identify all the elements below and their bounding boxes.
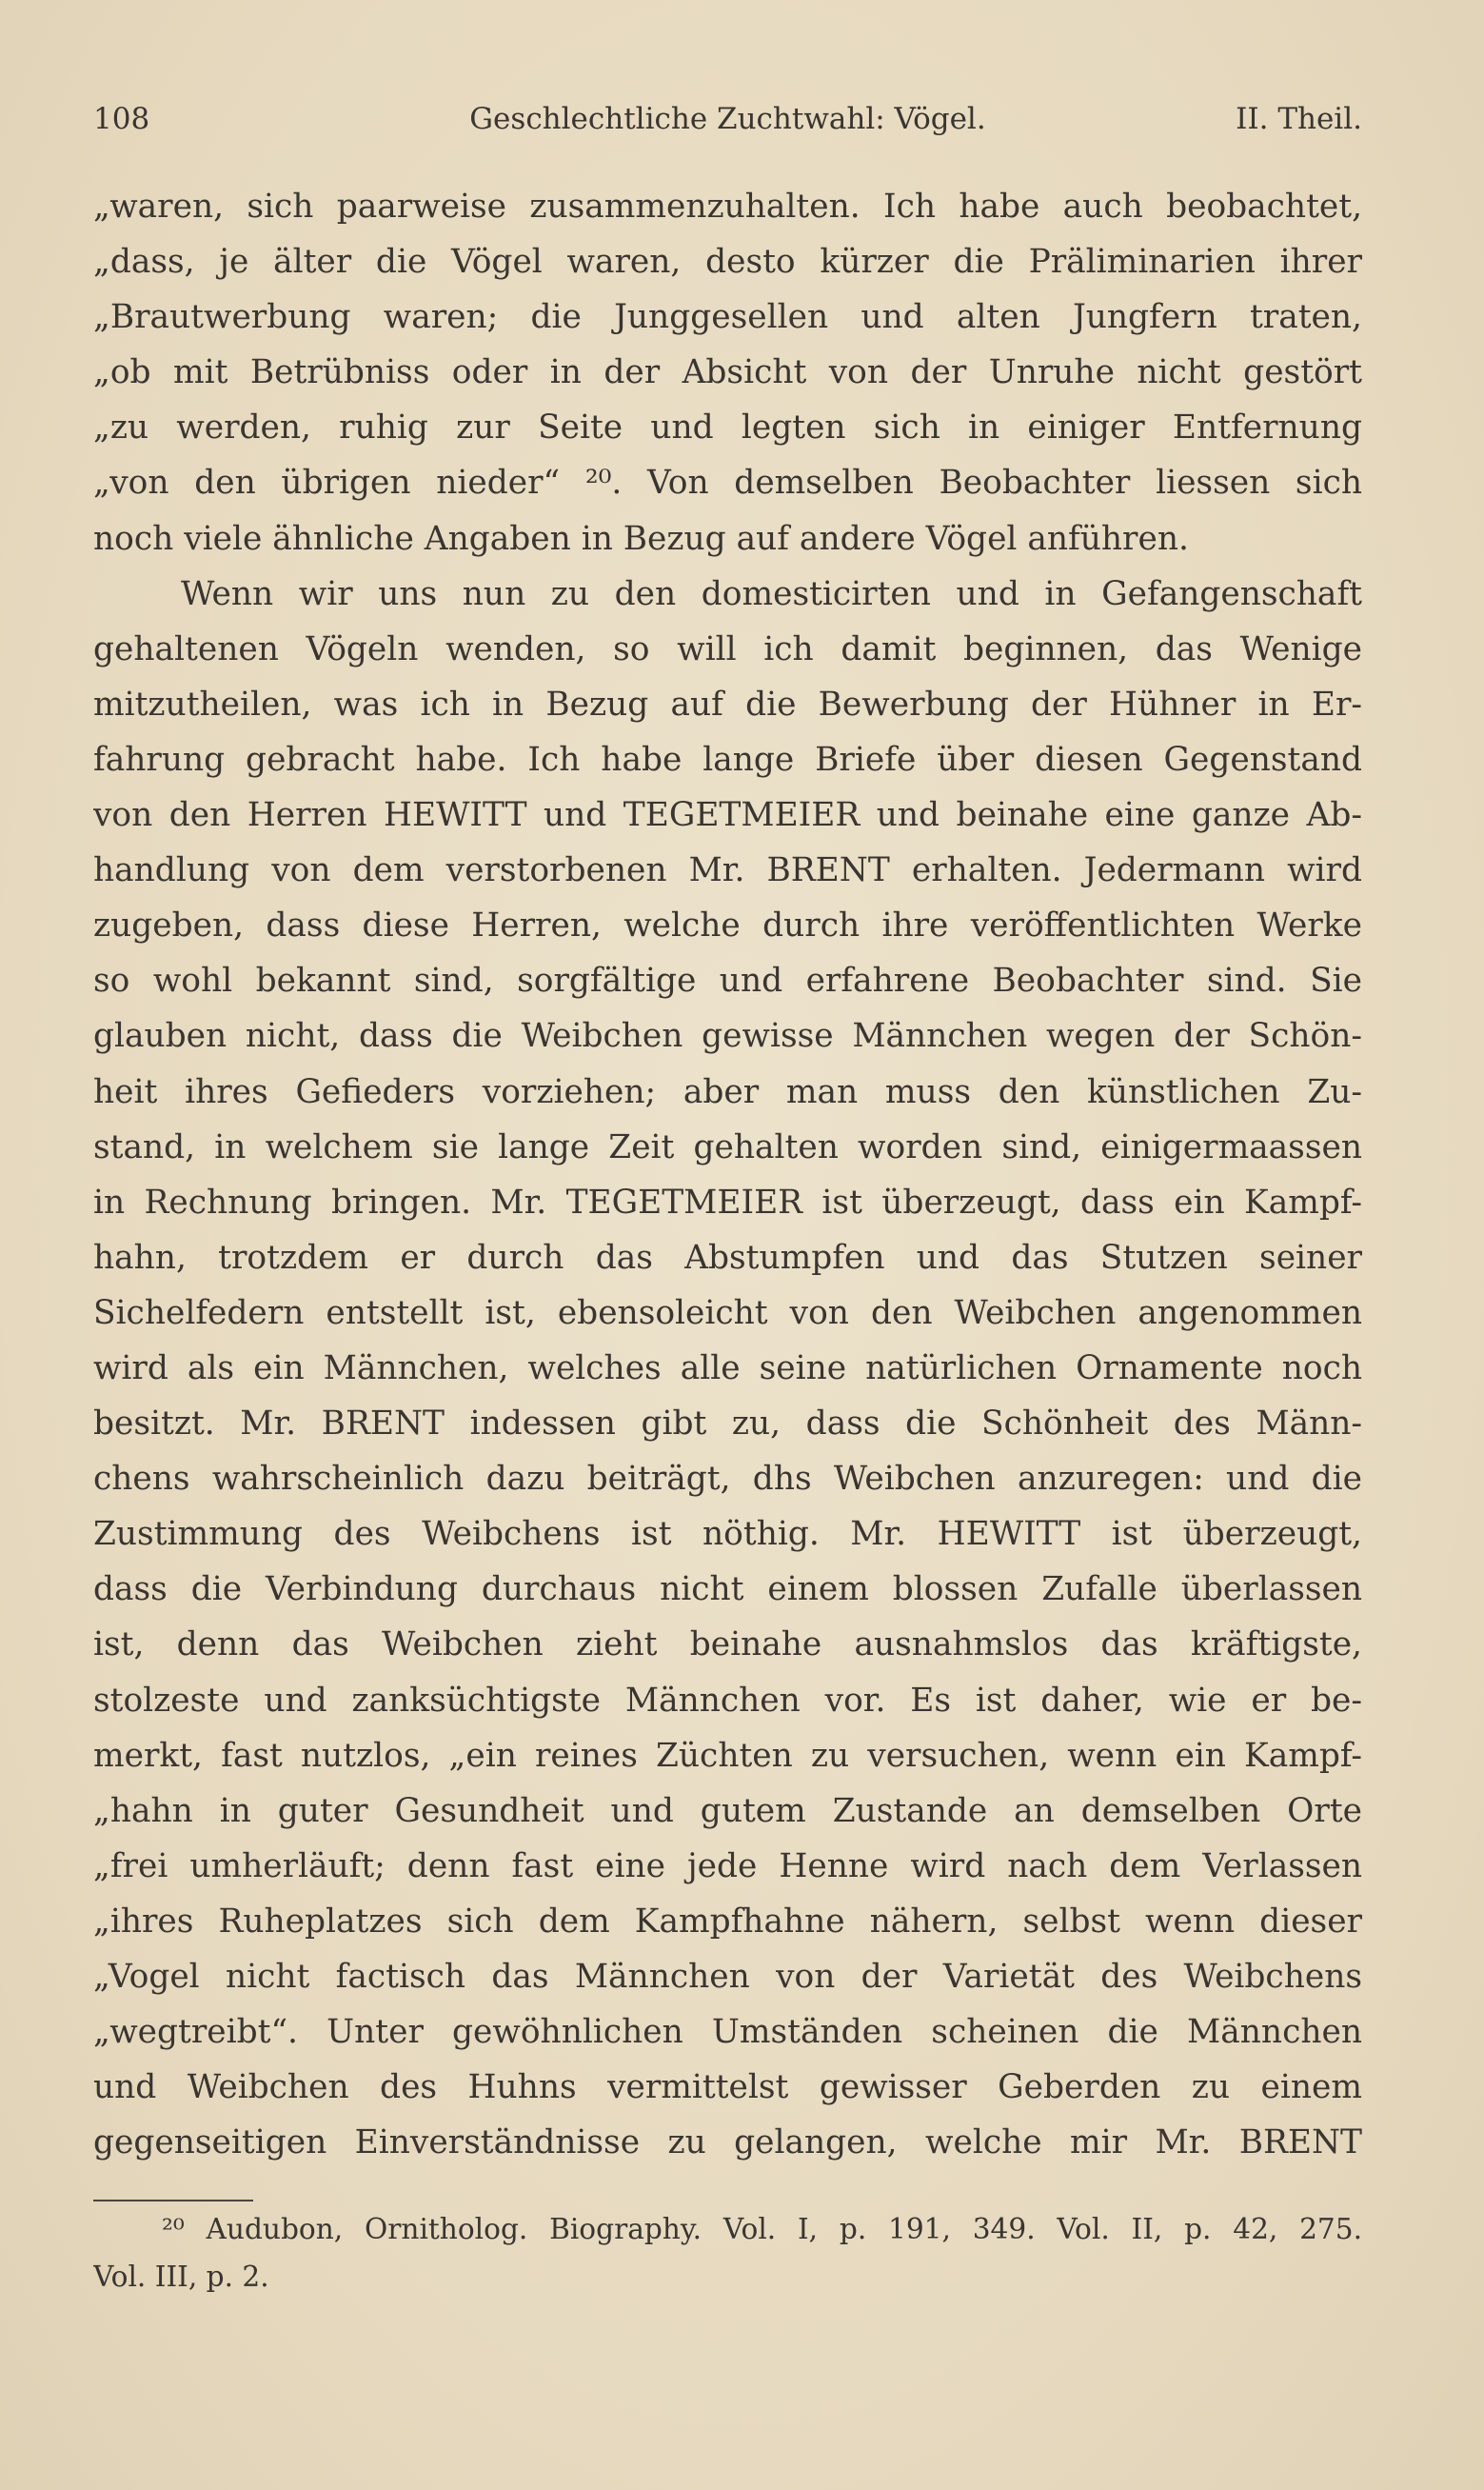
text-line: „von den übrigen nieder“ ²⁰. Von demselben Beobachter liessen sich <box>93 464 1362 503</box>
text-line: von den Herren HEWITT und TEGETMEIER und beinahe eine ganze Ab- <box>93 796 1362 835</box>
text-line: chens wahrscheinlich dazu beiträgt, dhs Weibchen anzuregen: und die <box>93 1460 1362 1499</box>
text-line: „frei umherläuft; denn fast eine jede Henne wird nach dem Verlassen <box>93 1846 1362 1885</box>
text-line: stand, in welchem sie lange Zeit gehalten worden sind, einigermaassen <box>93 1127 1362 1166</box>
text-line: zugeben, dass diese Herren, welche durch ihre veröffentlichten Werke <box>93 906 1362 946</box>
text-line: fahrung gebracht habe. Ich habe lange Briefe über diesen Gegenstand <box>93 740 1362 779</box>
running-title: Geschlechtliche Zuchtwahl: Vögel. <box>469 102 986 136</box>
text-line: Sichelfedern entstellt ist, ebensoleicht von den Weibchen angenommen <box>93 1293 1362 1332</box>
text-line: ist, denn das Weibchen zieht beinahe ausnahmslos das kräftigste, <box>93 1625 1362 1664</box>
text-line: glauben nicht, dass die Weibchen gewisse Männchen wegen der Schön- <box>93 1017 1362 1056</box>
page-number: 108 <box>93 102 150 136</box>
text-line: wird als ein Männchen, welches alle seine natürlichen Ornamente noch <box>93 1348 1362 1387</box>
text-line: mitzutheilen, was ich in Bezug auf die Bewerbung der Hühner in Er- <box>93 685 1362 724</box>
footnote <box>93 2205 1362 2301</box>
running-header <box>93 95 1362 143</box>
text-line: gehaltenen Vögeln wenden, so will ich damit beginnen, das Wenige <box>93 629 1362 668</box>
text-line: „hahn in guter Gesundheit und gutem Zustande an demselben Orte <box>93 1791 1362 1830</box>
text-line: besitzt. Mr. BRENT indessen gibt zu, dass die Schönheit des Männ- <box>93 1404 1362 1444</box>
text-line: „Brautwerbung waren; die Junggesellen und alten Jungfern traten, <box>93 298 1362 337</box>
text-line: so wohl bekannt sind, sorgfältige und erfahrene Beobachter sind. Sie <box>93 962 1362 1001</box>
text-line: „Vogel nicht factisch das Männchen von der Varietät des Weibchens <box>93 1958 1362 1996</box>
text-line: „waren, sich paarweise zusammenzuhalten. Ich habe auch beobachtet, <box>93 188 1362 226</box>
text-line: Wenn wir uns nun zu den domesticirten und in Gefangenschaft <box>181 574 1362 613</box>
text-line: heit ihres Gefieders vorziehen; aber man muss den künstlichen Zu- <box>93 1072 1362 1111</box>
text-line: gegenseitigen Einverständnisse zu gelangen, welche mir Mr. BRENT <box>93 2123 1362 2162</box>
text-line: „wegtreibt“. Unter gewöhnlichen Umständen scheinen die Männchen <box>93 2013 1362 2052</box>
text-line: dass die Verbindung durchaus nicht einem blossen Zufalle überlassen <box>93 1570 1362 1609</box>
text-line: noch viele ähnliche Angaben in Bezug auf andere Vögel anführen. <box>93 519 1189 558</box>
text-line: stolzeste und zanksüchtigste Männchen vor. Es ist daher, wie er be- <box>93 1681 1362 1720</box>
text-line: „dass, je älter die Vögel waren, desto kürzer die Präliminarien ihrer <box>93 243 1362 282</box>
text-line: „ob mit Betrübniss oder in der Absicht von der Unruhe nicht gestört <box>93 353 1362 392</box>
text-line: hahn, trotzdem er durch das Abstumpfen und das Stutzen seiner <box>93 1238 1362 1277</box>
main-text <box>93 179 1362 2170</box>
text-line: und Weibchen des Huhns vermittelst gewisser Geberden zu einem <box>93 2068 1362 2107</box>
footnote-divider <box>93 2200 253 2201</box>
text-line: „zu werden, ruhig zur Seite und legten sich in einiger Entfernung <box>93 408 1362 448</box>
part-label: II. Theil. <box>1236 102 1362 136</box>
text-line: handlung von dem verstorbenen Mr. BRENT erhalten. Jedermann wird <box>93 851 1362 890</box>
text-line: „ihres Ruheplatzes sich dem Kampfhahne nähern, selbst wenn dieser <box>93 1902 1362 1941</box>
text-line: merkt, fast nutzlos, „ein reines Züchten zu versuchen, wenn ein Kampf- <box>93 1736 1362 1775</box>
text-line: Zustimmung des Weibchens ist nöthig. Mr. HEWITT ist überzeugt, <box>93 1515 1362 1554</box>
text-line: in Rechnung bringen. Mr. TEGETMEIER ist überzeugt, dass ein Kampf- <box>93 1183 1362 1222</box>
footnote-line: ²⁰ Audubon, Ornitholog. Biography. Vol. I, p. 191, 349. Vol. II, p. 42, 275. <box>162 2213 1362 2245</box>
footnote-line: Vol. III, p. 2. <box>93 2261 269 2293</box>
